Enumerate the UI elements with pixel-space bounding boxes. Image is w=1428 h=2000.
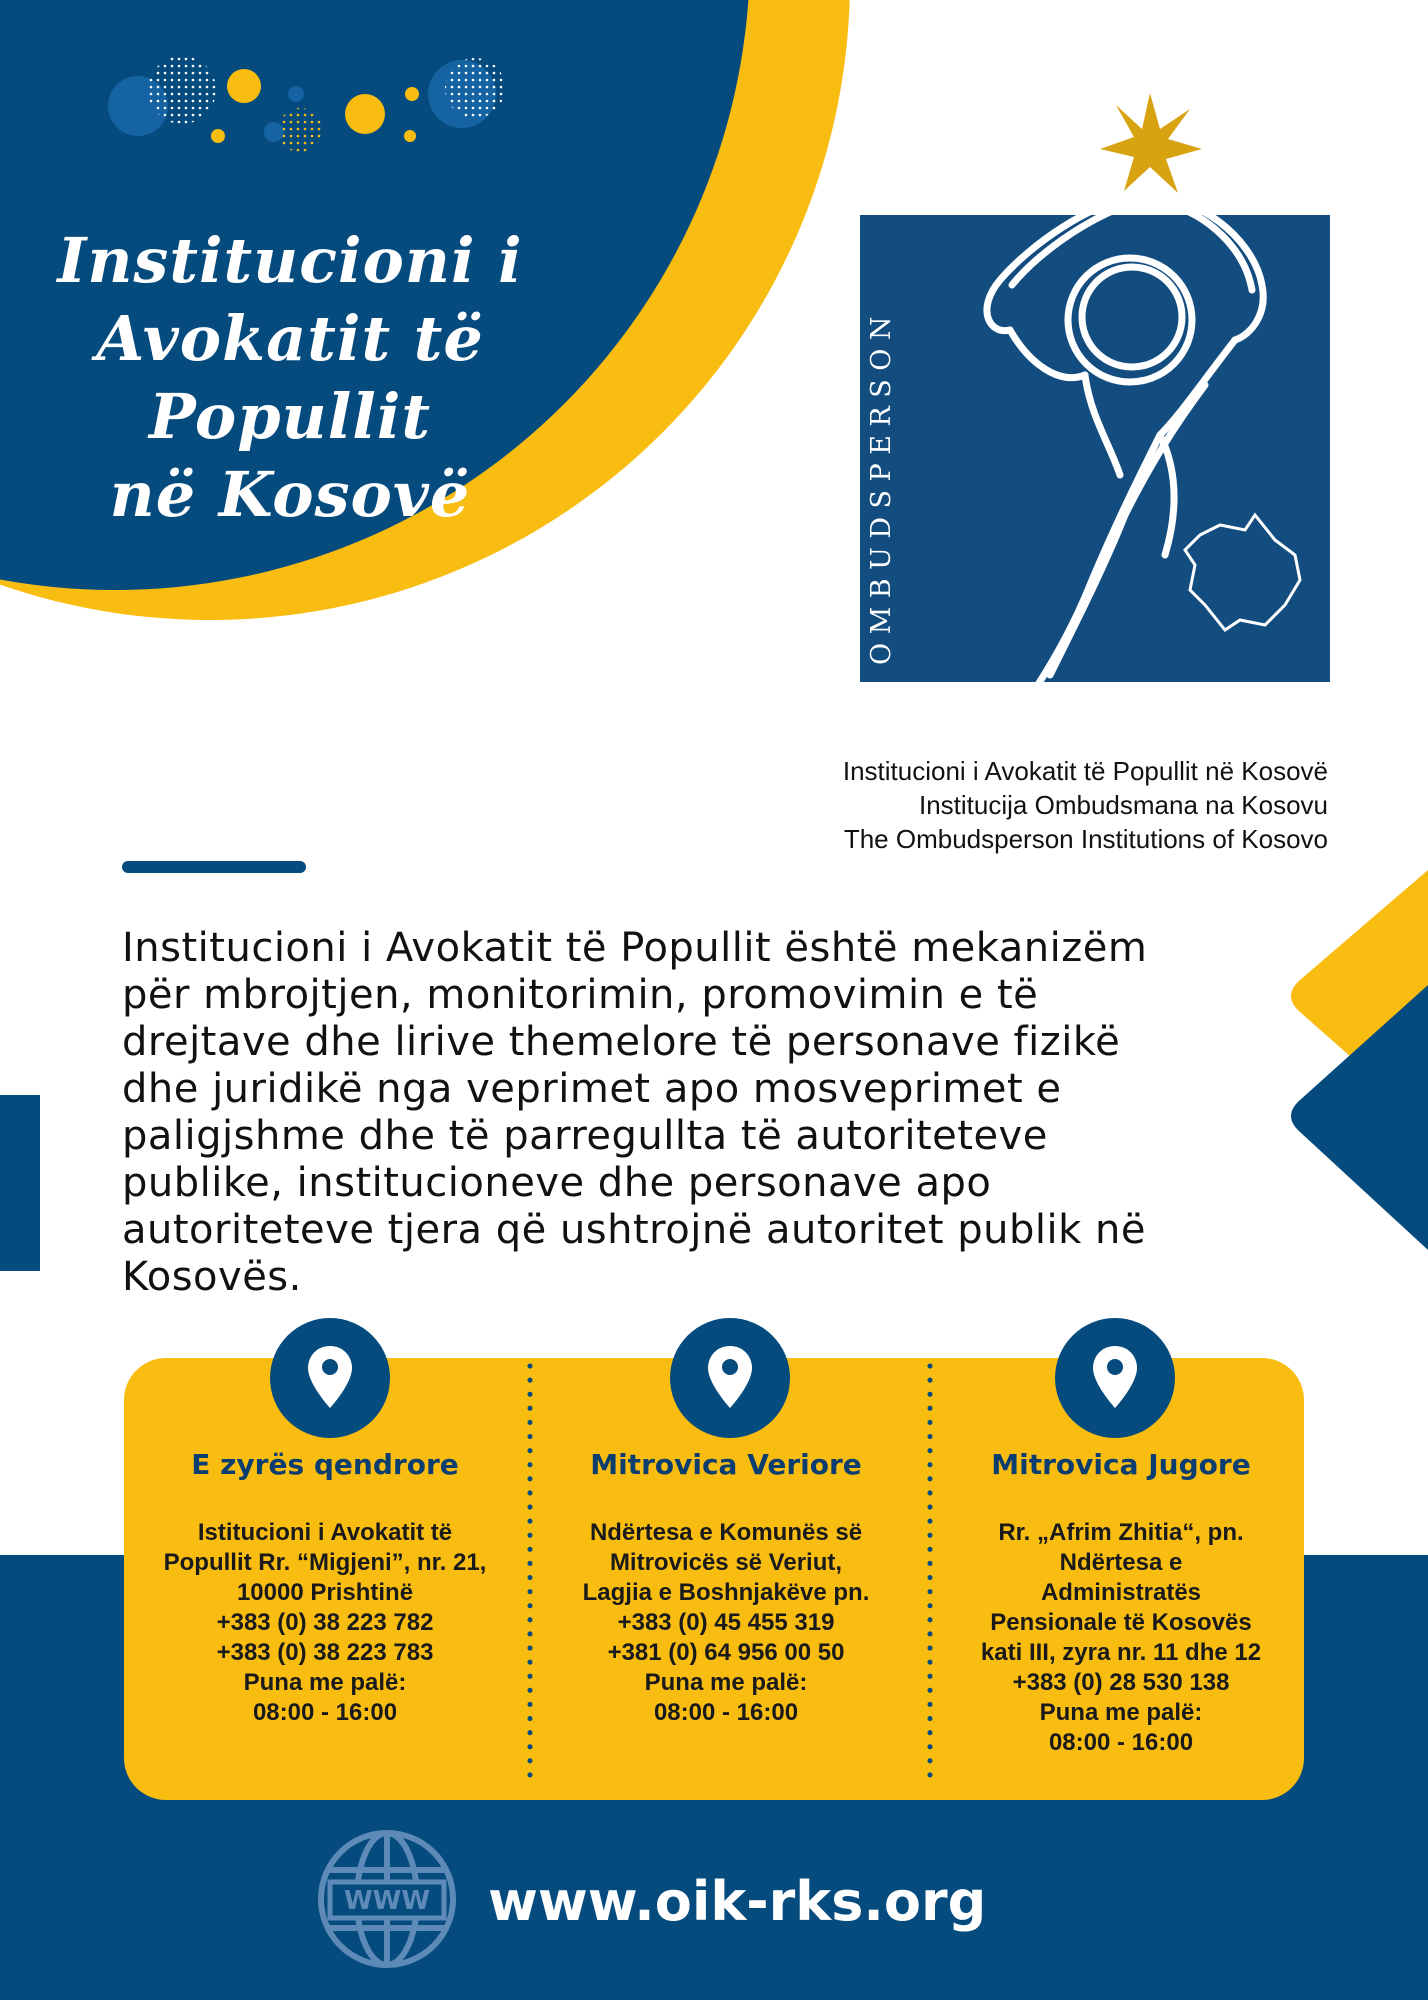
title-line: Popullit — [148, 380, 432, 453]
office-line: 08:00 - 16:00 — [653, 1699, 799, 1726]
office-line: +383 (0) 45 455 319 — [617, 1609, 835, 1636]
office-line: Pensionale të Kosovës — [990, 1609, 1252, 1636]
institution-names — [843, 754, 1328, 856]
description-line: Institucioni i Avokatit të Popullit është mekanizëm — [122, 925, 1148, 971]
decor-dots — [100, 50, 540, 160]
office-line: Administratës — [1040, 1579, 1202, 1606]
logo-figure-icon — [860, 85, 1340, 725]
office-line: Puna me palë: — [1039, 1699, 1203, 1726]
office-line: Lagjia e Boshnjakëve pn. — [582, 1579, 870, 1606]
institution-name-sq: Institucioni i Avokatit të Popullit në Kosovë — [842, 756, 1328, 786]
office-details — [536, 1518, 916, 1728]
location-pin-icon — [1055, 1318, 1175, 1438]
description-line: paligjshme dhe të parregullta të autoriteteve — [122, 1113, 1048, 1159]
office-name: Mitrovica Veriore — [590, 1448, 862, 1481]
institution-name-en: The Ombudsperson Institutions of Kosovo — [843, 824, 1328, 854]
office-name: Mitrovica Jugore — [991, 1448, 1251, 1481]
decor-diamonds — [1260, 860, 1428, 1340]
description-line: dhe juridikë nga veprimet apo mosveprimet e — [122, 1066, 1062, 1112]
decor-left-bar — [0, 1095, 40, 1271]
office-line: Ndërtesa e Komunës së — [589, 1519, 863, 1546]
location-pin-icon — [270, 1318, 390, 1438]
office-line: Istitucioni i Avokatit të — [197, 1519, 453, 1546]
globe-label: WWW — [343, 1886, 431, 1916]
description-line: autoriteteve tjera që ushtrojnë autoritet publik në — [122, 1207, 1146, 1253]
globe-icon — [314, 1826, 460, 1972]
description-line: publike, institucioneve dhe personave apo — [122, 1160, 992, 1206]
office-details — [135, 1518, 515, 1728]
separator-dots — [524, 1362, 536, 1782]
description-line: Kosovës. — [122, 1254, 302, 1300]
website-link[interactable]: www.oik-rks.org — [488, 1870, 987, 1933]
office-line: +383 (0) 38 223 782 — [216, 1609, 434, 1636]
description-line: drejtave dhe lirive themelore të personave fizikë — [122, 1019, 1121, 1065]
office-line: Mitrovicës së Veriut, — [609, 1549, 843, 1576]
title-line: në Kosovë — [109, 458, 471, 531]
office-line: 08:00 - 16:00 — [252, 1699, 398, 1726]
office-line: +383 (0) 28 530 138 — [1012, 1669, 1230, 1696]
office-line: 08:00 - 16:00 — [1048, 1729, 1194, 1756]
location-pin-icon — [670, 1318, 790, 1438]
office-line: kati III, zyra nr. 11 dhe 12 — [980, 1639, 1262, 1666]
title-line: Avokatit të — [96, 302, 484, 375]
office-line: Rr. „Afrim Zhitia“, pn. — [998, 1519, 1244, 1546]
office-line: Ndërtesa e — [1059, 1549, 1183, 1576]
office-line: +381 (0) 64 956 00 50 — [607, 1639, 845, 1666]
office-line: 10000 Prishtinë — [236, 1579, 414, 1606]
title-line: Institucioni i — [57, 224, 523, 297]
office-line: +383 (0) 38 223 783 — [216, 1639, 434, 1666]
office-name: E zyrës qendrore — [191, 1448, 459, 1481]
office-line: Puna me palë: — [644, 1669, 808, 1696]
logo-wordmark — [862, 235, 902, 675]
divider-dash — [122, 861, 306, 873]
institution-name-sr: Institucija Ombudsmana na Kosovu — [919, 790, 1328, 820]
logo-wordmark-text: OMBUDSPERSON — [866, 308, 897, 665]
description-line: për mbrojtjen, monitorimin, promovimin e të — [122, 972, 1039, 1018]
page-title — [20, 222, 560, 534]
office-details — [931, 1518, 1311, 1758]
office-line: Puna me palë: — [243, 1669, 407, 1696]
description-paragraph — [122, 925, 1252, 1301]
office-line: Popullit Rr. “Migjeni”, nr. 21, — [163, 1549, 487, 1576]
